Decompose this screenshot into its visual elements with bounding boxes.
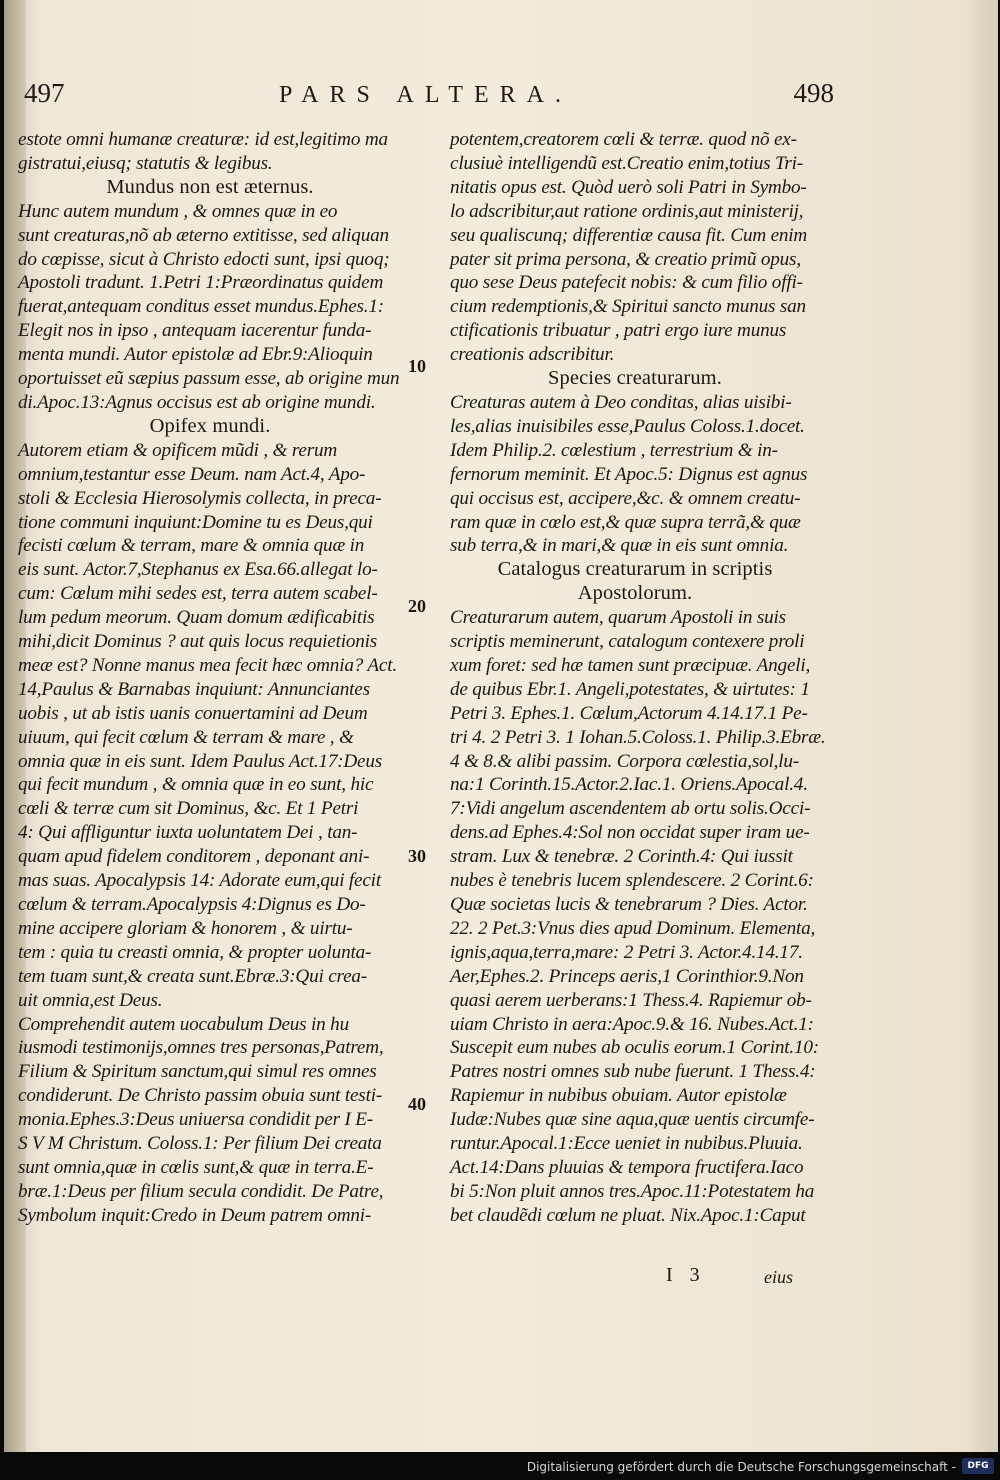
text-line: mine accipere gloriam & honorem , & uirtu- — [18, 917, 353, 939]
text-line: Iudæ:Nubes quæ sine aqua,quæ uentis circumfe- — [450, 1109, 815, 1131]
text-line: les,alias inuisibiles esse,Paulus Coloss.1.docet. — [450, 415, 805, 437]
dfg-logo: DFG — [962, 1458, 994, 1474]
text-line: Filium & Spiritum sanctum,qui simul res omnes — [18, 1061, 377, 1083]
section-heading: Species creaturarum. — [548, 367, 722, 390]
signature-mark: I 3 — [666, 1264, 706, 1286]
text-line: potentem,creatorem cœli & terræ. quod nõ ex- — [450, 129, 797, 150]
text-line: fecisti cœlum & terram, mare & omnia quæ in — [18, 535, 365, 557]
text-line: 14,Paulus & Barnabas inquiunt: Annunciantes — [18, 678, 370, 700]
text-line: uiuum, qui fecit cœlum & terram & mare , & — [18, 726, 354, 748]
page-number-left: 497 — [24, 78, 65, 108]
text-line: estote omni humanæ creaturæ: id est,legitimo ma — [18, 129, 388, 150]
catchword: eius — [764, 1267, 793, 1287]
text-line: quam apud fidelem conditorem , deponant ani- — [18, 846, 370, 868]
text-line: iusmodi testimonijs,omnes tres personas,Patrem, — [18, 1037, 384, 1059]
text-line: Rapiemur in nubibus obuiam. Autor epistolæ — [450, 1085, 787, 1107]
text-line: Autorem etiam & opificem mũdi , & rerum — [18, 439, 338, 461]
text-line: quasi aerem uerberans:1 Thess.4. Rapiemur ob- — [450, 989, 812, 1011]
text-line: di.Apoc.13:Agnus occisus est ab origine mundi. — [18, 391, 376, 413]
text-line: tione communi inquiunt:Domine tu es Deus,qui — [18, 511, 373, 533]
text-line: uobis , ut ab istis uanis conuertamini ad Deum — [18, 702, 368, 724]
text-line: tem : quia tu creasti omnia, & propter uolunta- — [18, 941, 372, 963]
text-line: uit omnia,est Deus. — [18, 989, 163, 1011]
text-line: clusiuè intelligendũ est.Creatio enim,totius Tri- — [450, 152, 803, 174]
text-line: Apostoli tradunt. 1.Petri 1:Præordinatus quidem — [18, 272, 384, 294]
text-line: cœli & terræ cum sit Dominus, &c. Et 1 Petri — [18, 798, 359, 820]
text-line: monia.Ephes.3:Deus uniuersa condidit per I E- — [18, 1109, 373, 1131]
text-line: Creaturarum autem, quarum Apostoli in suis — [450, 607, 786, 629]
text-line: tri 4. 2 Petri 3. 1 Iohan.5.Coloss.1. Philip.3.Ebræ. — [450, 726, 826, 748]
running-title: PARS ALTERA. — [279, 82, 572, 108]
text-line: ctificationis tribuatur , patri ergo iure munus — [450, 320, 787, 342]
text-line: scriptis meminerunt, catalogum contexere proli — [450, 631, 805, 653]
text-line: Idem Philip.2. cœlestium , terrestrium & in- — [450, 439, 778, 461]
text-line: seu qualiscunq; differentiæ causa fit. Cum enim — [450, 224, 808, 246]
text-line: lum pedum meorum. Quam domum ædificabitis — [18, 607, 375, 629]
left-column — [18, 128, 402, 1228]
page-number-right: 498 — [793, 78, 834, 108]
text-line: qui fecit mundum , & omnia quæ in eo sunt, hic — [18, 774, 374, 796]
section-heading: Apostolorum. — [577, 582, 693, 605]
text-line: bræ.1:Deus per filium secula condidit. De Patre, — [18, 1180, 384, 1202]
text-line: ram quæ in cœlo est,& quæ supra terrã,& quæ — [450, 511, 801, 533]
section-heading: Catalogus creaturarum in scriptis — [497, 558, 773, 581]
text-line: cium redemptionis,& Spiritui sancto munus san — [450, 296, 806, 318]
text-line: cum: Cœlum mihi sedes est, terra autem scabel- — [18, 583, 378, 605]
text-line: quo sese Deus patefecit nobis: & cum filio offi- — [450, 272, 803, 294]
text-line: sub terra,& in mari,& quæ in eis sunt omnia. — [450, 535, 789, 557]
text-line: uiam Christo in aera:Apoc.9.& 16. Nubes.Act.1: — [450, 1013, 814, 1035]
text-line: gistratui,eiusq; statutis & legibus. — [18, 152, 273, 174]
text-line: bet claudẽdi cœlum ne pluat. Nix.Apoc.1:Caput — [450, 1204, 806, 1226]
text-line: xum foret: sed hæ tamen sunt præcipuæ. Angeli, — [450, 654, 811, 676]
right-column — [450, 128, 826, 1228]
text-line: Suscepit eum nubes ab oculis eorum.1 Corint.10: — [450, 1037, 819, 1059]
text-line: sunt creaturas,nõ ab æterno extitisse, sed aliquan — [18, 224, 389, 246]
text-line: runtur.Apocal.1:Ecce ueniet in nubibus.Pluuia. — [450, 1133, 803, 1155]
line-number: 10 — [408, 356, 426, 376]
text-line: Comprehendit autem uocabulum Deus in hu — [18, 1013, 349, 1035]
line-number: 30 — [408, 846, 426, 866]
text-line: Symbolum inquit:Credo in Deum patrem omni- — [18, 1204, 372, 1226]
text-line: qui occisus est, accipere,&c. & omnem creatu- — [450, 487, 801, 509]
text-line: stram. Lux & tenebræ. 2 Corinth.4: Qui iussit — [450, 846, 793, 868]
text-line: sunt omnia,quæ in cœlis sunt,& quæ in terra.E- — [18, 1156, 374, 1178]
page-header — [24, 78, 834, 122]
text-line: dens.ad Ephes.4:Sol non occidat super iram ue- — [450, 822, 810, 844]
text-line: creationis adscribitur. — [450, 344, 615, 366]
text-line: cœlum & terram.Apocalypsis 4:Dignus es Do- — [18, 894, 366, 915]
text-line: 22. 2 Pet.3:Vnus dies apud Dominum. Elementa, — [450, 917, 816, 939]
text-line: omnium,testantur esse Deum. nam Act.4, Apo- — [18, 463, 366, 485]
text-line: meæ est? Nonne manus mea fecit hæc omnia? Act. — [18, 654, 397, 676]
text-line: Petri 3. Ephes.1. Cœlum,Actorum 4.14.17.1 Pe- — [450, 702, 808, 724]
text-line: 7:Vidi angelum ascendentem ab ortu solis.Occi- — [450, 798, 811, 820]
text-line: nitatis opus est. Quòd uerò soli Patri in Symbo- — [450, 176, 807, 198]
book-page — [4, 0, 998, 1452]
text-line: menta mundi. Autor epistolæ ad Ebr.9:Alioquin — [18, 344, 373, 366]
text-line: 4: Qui affliguntur iuxta uoluntatem Dei , tan- — [18, 822, 358, 844]
text-line: fuerat,antequam conditus esset mundus.Ephes.1: — [18, 296, 384, 318]
section-heading: Mundus non est æternus. — [106, 175, 314, 198]
section-heading: Opifex mundi. — [149, 414, 271, 437]
line-number: 20 — [408, 596, 426, 616]
text-line: eis sunt. Actor.7,Stephanus ex Esa.66.allegat lo- — [18, 559, 378, 581]
text-line: Aer,Ephes.2. Princeps aeris,1 Corinthior.9.Non — [450, 965, 804, 987]
text-line: pater sit prima persona, & creatio primũ opus, — [450, 248, 801, 270]
text-line: Hunc autem mundum , & omnes quæ in eo — [18, 200, 338, 222]
text-line: Quæ societas lucis & tenebrarum ? Dies. Actor. — [450, 894, 808, 915]
text-line: stoli & Ecclesia Hierosolymis collecta, in preca- — [18, 487, 382, 509]
text-line: de quibus Ebr.1. Angeli,potestates, & uirtutes: 1 — [450, 678, 810, 700]
line-number: 40 — [408, 1094, 426, 1114]
text-line: nubes è tenebris lucem splendescere. 2 Corint.6: — [450, 870, 814, 892]
text-line: fernorum meminit. Et Apoc.5: Dignus est agnus — [450, 463, 808, 485]
text-line: bi 5:Non pluit annos tres.Apoc.11:Potestatem ha — [450, 1180, 815, 1202]
digitization-footer — [0, 1452, 1000, 1480]
text-line: ignis,aqua,terra,mare: 2 Petri 3. Actor.4.14.17. — [450, 941, 803, 963]
text-line: lo adscribitur,aut ratione ordinis,aut ministerij, — [450, 200, 804, 222]
text-line: mas suas. Apocalypsis 14: Adorate eum,qui fecit — [18, 870, 381, 892]
text-line: Act.14:Dans pluuias & tempora fructifera.Iaco — [450, 1156, 804, 1178]
text-line: Creaturas autem à Deo conditas, alias uisibi- — [450, 391, 792, 413]
text-line: do cœpisse, sicut à Christo edocti sunt, ipsi quoq; — [18, 248, 390, 270]
text-line: Patres nostri omnes sub nube fuerunt. 1 Thess.4: — [450, 1061, 816, 1083]
funding-note: Digitalisierung gefördert durch die Deutsche Forschungsgemeinschaft - — [526, 1460, 956, 1474]
text-line: mihi,dicit Dominus ? aut quis locus requietionis — [18, 631, 378, 653]
text-line: omnia quæ in eis sunt. Idem Paulus Act.17:Deus — [18, 750, 383, 772]
text-line: 4 & 8.& alibi passim. Corpora cœlestia,sol,lu- — [450, 750, 799, 772]
text-line: oportuisset eũ sæpius passum esse, ab origine mun — [18, 368, 400, 390]
text-line: tem tuam sunt,& creata sunt.Ebræ.3:Qui crea- — [18, 965, 367, 987]
text-line: condiderunt. De Christo passim obuia sunt testi- — [18, 1085, 383, 1107]
text-line: na:1 Corinth.15.Actor.2.Iac.1. Oriens.Apocal.4. — [450, 774, 808, 796]
text-line: Elegit nos in ipso , antequam iacerentur funda- — [18, 320, 372, 342]
text-line: S V M Christum. Coloss.1: Per filium Dei creata — [18, 1133, 382, 1155]
